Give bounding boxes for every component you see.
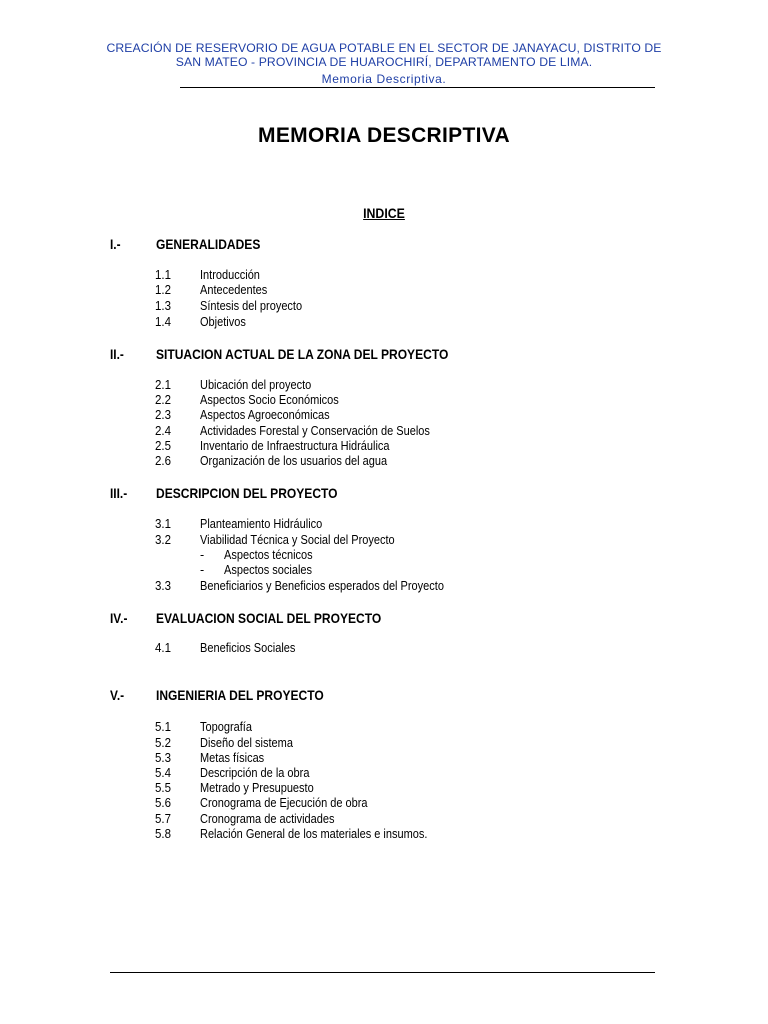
item-label: Metrado y Presupuesto <box>200 781 314 795</box>
header-divider <box>180 87 655 88</box>
header-project-title-line1: CREACIÓN DE RESERVORIO DE AGUA POTABLE EN EL SECTOR DE JANAYACU, DISTRITO DE <box>106 41 662 55</box>
subitem-dash: - <box>200 563 205 577</box>
item-label: Aspectos Socio Económicos <box>200 393 339 407</box>
item-label: Beneficiarios y Beneficios esperados del Proyecto <box>200 579 444 593</box>
item-label: Introducción <box>200 268 260 282</box>
item-label: Organización de los usuarios del agua <box>200 454 388 468</box>
document-title: MEMORIA DESCRIPTIVA <box>258 124 510 147</box>
section-title: INGENIERIA DEL PROYECTO <box>156 687 324 703</box>
section-title: SITUACION ACTUAL DE LA ZONA DEL PROYECTO <box>156 346 449 362</box>
item-number: 3.3 <box>155 579 171 593</box>
subitem-label: Aspectos sociales <box>224 563 313 577</box>
item-number: 2.4 <box>155 424 171 438</box>
item-number: 1.4 <box>155 315 171 329</box>
item-number: 3.1 <box>155 517 171 531</box>
section-number: IV.- <box>110 610 128 626</box>
section-number: II.- <box>110 346 124 362</box>
item-number: 1.3 <box>155 299 171 313</box>
item-number: 2.2 <box>155 393 171 407</box>
item-label: Aspectos Agroeconómicas <box>200 408 330 422</box>
item-number: 2.3 <box>155 408 171 422</box>
item-number: 5.3 <box>155 751 171 765</box>
item-number: 5.2 <box>155 736 171 750</box>
section-number: I.- <box>110 236 121 252</box>
item-label: Ubicación del proyecto <box>200 378 312 392</box>
item-label: Topografía <box>200 720 252 734</box>
section-title: DESCRIPCION DEL PROYECTO <box>156 485 338 501</box>
item-label: Descripción de la obra <box>200 766 310 780</box>
footer-divider <box>110 972 655 973</box>
item-label: Planteamiento Hidráulico <box>200 517 323 531</box>
header-subtitle: Memoria Descriptiva. <box>321 72 447 86</box>
item-number: 5.4 <box>155 766 171 780</box>
item-number: 2.1 <box>155 378 171 392</box>
item-number: 1.1 <box>155 268 171 282</box>
item-label: Beneficios Sociales <box>200 641 296 655</box>
item-number: 1.2 <box>155 283 171 297</box>
item-number: 5.6 <box>155 796 171 810</box>
item-label: Objetivos <box>200 315 246 329</box>
item-label: Cronograma de actividades <box>200 812 335 826</box>
item-number: 3.2 <box>155 533 171 547</box>
item-number: 5.8 <box>155 827 171 841</box>
item-number: 5.5 <box>155 781 171 795</box>
item-label: Antecedentes <box>200 283 268 297</box>
item-label: Relación General de los materiales e insumos. <box>200 827 428 841</box>
index-heading: INDICE <box>363 205 405 221</box>
item-label: Actividades Forestal y Conservación de Suelos <box>200 424 430 438</box>
section-title: EVALUACION SOCIAL DEL PROYECTO <box>156 610 382 626</box>
item-number: 4.1 <box>155 641 171 655</box>
item-number: 2.6 <box>155 454 171 468</box>
item-label: Metas físicas <box>200 751 265 765</box>
item-label: Cronograma de Ejecución de obra <box>200 796 368 810</box>
subitem-label: Aspectos técnicos <box>224 548 313 562</box>
item-label: Inventario de Infraestructura Hidráulica <box>200 439 390 453</box>
item-number: 2.5 <box>155 439 171 453</box>
item-label: Diseño del sistema <box>200 736 293 750</box>
item-label: Síntesis del proyecto <box>200 299 303 313</box>
subitem-dash: - <box>200 548 205 562</box>
section-title: GENERALIDADES <box>156 236 261 252</box>
item-label: Viabilidad Técnica y Social del Proyecto <box>200 533 395 547</box>
item-number: 5.7 <box>155 812 171 826</box>
item-number: 5.1 <box>155 720 171 734</box>
section-number: III.- <box>110 485 128 501</box>
header-project-title-line2: SAN MATEO - PROVINCIA DE HUAROCHIRÍ, DEPARTAMENTO DE LIMA. <box>175 55 593 69</box>
section-number: V.- <box>110 687 125 703</box>
